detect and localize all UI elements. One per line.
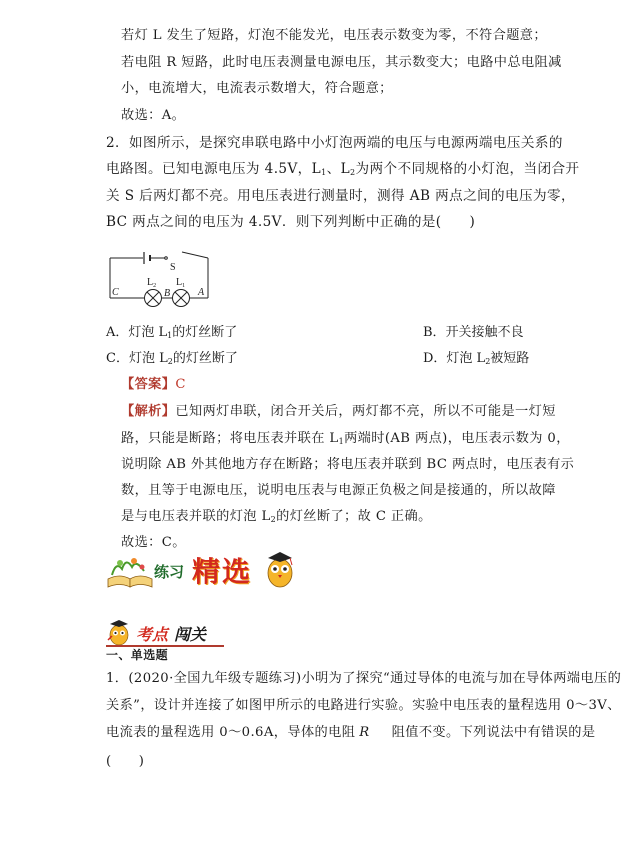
- analysis-line: 数，且等于电源电压，说明电压表与电源正负极之间是接通的，所以故障: [121, 483, 556, 498]
- point-c-label: C: [112, 287, 119, 298]
- question-1-line: 1．(2020·全国九年级专题练习)小明为了探究“通过导体的电流与加在导体两端电压的: [106, 671, 622, 686]
- lamp-l2-label: $L_2$: [147, 277, 157, 289]
- answer-value: C: [175, 377, 186, 392]
- analysis-label: 【解析】: [121, 404, 176, 419]
- question-2-line: 2．如图所示，是探究串联电路中小灯泡两端的电压与电源两端电压关系的: [106, 135, 563, 151]
- analysis-line: 故选：C。: [121, 535, 186, 550]
- analysis-line: 说明除 AB 外其他地方存在断路；将电压表并联到 BC 两点时，电压表有示: [121, 457, 575, 472]
- mascot-icon: [106, 618, 132, 646]
- section-title: 一、单选题: [106, 648, 169, 662]
- text-line: 小，电流增大，电流表示数增大，符合题意；: [121, 81, 393, 96]
- checkpoint-text-1: 考点: [136, 625, 169, 644]
- option-a: A．灯泡 $L_1$的灯丝断了: [106, 325, 238, 340]
- lamp-l1-label: $L_1$: [176, 277, 186, 289]
- option-d: D．灯泡 $L_2$被短路: [423, 351, 530, 366]
- analysis-line: 【解析】已知两灯串联，闭合开关后，两灯都不亮，所以不可能是一灯短: [121, 404, 556, 419]
- question-1-line: 关系”，设计并连接了如图甲所示的电路进行实验。实验中电压表的量程选用 0～3V、: [106, 698, 621, 713]
- text-line: 若灯 L 发生了短路，灯泡不能发光，电压表示数变为零，不符合题意；: [121, 28, 547, 43]
- answer-line: [121, 373, 186, 392]
- question-2-line: 关 S 后两灯都不亮。用电压表进行测量时，测得 AB 两点之间的电压为零，: [106, 188, 576, 204]
- analysis-line: 是与电压表并联的灯泡 $L_2$的灯丝断了；故 C 正确。: [121, 509, 432, 524]
- point-b-label: B: [164, 288, 171, 299]
- practice-banner: [106, 545, 302, 591]
- owl-mascot-icon: [268, 552, 292, 587]
- question-1-line: ( ): [106, 754, 145, 769]
- answer-label: 【答案】: [121, 377, 176, 392]
- banner-text-practice: 练习: [154, 563, 185, 581]
- analysis-line: 路，只能是断路；将电压表并联在 $L_1$两端时(AB 两点)，电压表示数为 0，: [121, 431, 570, 446]
- text-line: 故选：A。: [121, 108, 186, 123]
- switch-label: S: [170, 262, 176, 273]
- switch-blade: [182, 252, 208, 258]
- question-2-line: 电路图。已知电源电压为 4.5V，$L_1$、$L_2$为两个不同规格的小灯泡，当闭合开: [106, 161, 580, 177]
- checkpoint-text-2: 闯关: [174, 625, 207, 644]
- circuit-diagram: [104, 248, 214, 308]
- text-line: 若电阻 R 短路，此时电压表测量电源电压，其示数变大；电路中总电阻减: [121, 55, 562, 70]
- banner-text-selected: 精选: [192, 555, 253, 588]
- point-a-label: A: [198, 287, 205, 298]
- question-2-line: BC 两点之间的电压为 4.5V．则下列判断中正确的是( ): [106, 214, 476, 230]
- option-b: B．开关接触不良: [423, 325, 524, 340]
- question-1-line: 电流表的量程选用 0～0.6A，导体的电阻 R 阻值不变。下列说法中有错误的是: [106, 725, 596, 740]
- checkpoint-header: [106, 618, 224, 646]
- option-c: C．灯泡 $L_2$的灯丝断了: [106, 351, 238, 366]
- book-icon: [108, 558, 152, 587]
